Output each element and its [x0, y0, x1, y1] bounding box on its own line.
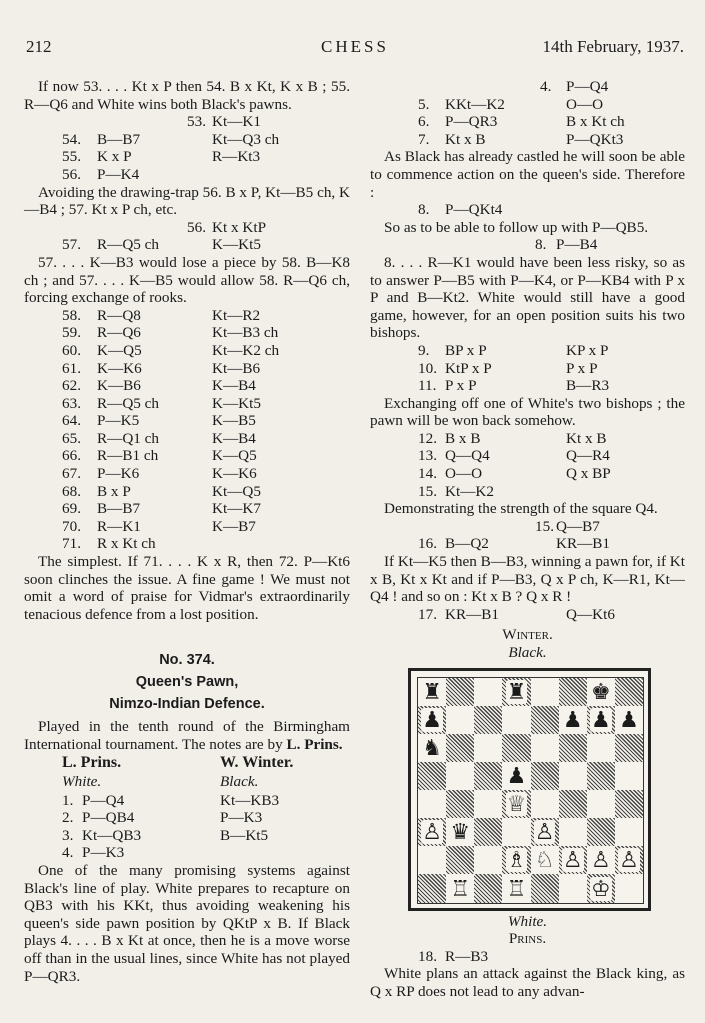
move-row [370, 201, 685, 219]
white-move: Kt—K2 [445, 482, 494, 500]
board-square [587, 790, 615, 818]
move-row [24, 307, 350, 325]
move-number: 59. [62, 324, 81, 342]
board-square [502, 734, 530, 762]
chess-piece-icon: ♙ [534, 819, 555, 845]
annotation: White plans an attack against the Black king, as Q x RP does not lead to any advan- [370, 965, 685, 1000]
white-move: R—B3 [445, 947, 489, 965]
black-move: K—B4 [212, 429, 256, 447]
board-square [446, 846, 474, 874]
board-square [502, 678, 530, 706]
black-move: O—O [566, 95, 604, 113]
move-number: 63. [62, 394, 81, 412]
board-square [615, 734, 643, 762]
board-square [615, 706, 643, 734]
annotation: Demonstrating the strength of the square Q4. [384, 500, 658, 518]
move-row [24, 447, 350, 465]
board-square [502, 818, 530, 846]
white-move: KKt—K2 [445, 95, 505, 113]
board-square [531, 762, 559, 790]
move-number: 62. [62, 377, 81, 395]
move-row [24, 535, 350, 553]
chess-piece-icon: ♟ [619, 706, 639, 732]
black-move: B—R3 [566, 377, 610, 395]
black-move: Kt—Q5 [212, 482, 261, 500]
chess-piece-icon: ♔ [590, 875, 611, 901]
board-square [502, 790, 530, 818]
white-move: KtP x P [445, 359, 492, 377]
annotation: One of the many promising systems against Black's line of play. White prepares to recapture on QB3 with his KKt, thus avoiding weakening his queen's side pawn position by QKtP x B. If Black plays 4. . . . B x Kt at once, then he is a move worse off than in the usual lines, since White has not played P—QR3. [24, 861, 350, 985]
white-move: P—QKt4 [445, 201, 503, 219]
move-row [370, 535, 685, 553]
game-number: No. 374. [159, 652, 215, 669]
game-intro: Played in the tenth round of the Birmingham International tournament. The notes are by L. Prins. [24, 718, 350, 753]
white-move-number: 13. [418, 447, 437, 465]
board-square [587, 706, 615, 734]
move-row [370, 447, 685, 465]
move-list [370, 236, 685, 254]
white-move-number: 8. [418, 201, 430, 219]
board-square [615, 762, 643, 790]
move-list [370, 342, 685, 395]
move-list [370, 201, 685, 219]
white-move-number: 18. [418, 947, 437, 965]
move-row [24, 131, 350, 149]
black-move: Kt x KtP [212, 218, 267, 236]
move-row [24, 219, 350, 237]
chess-piece-icon: ♘ [534, 847, 555, 873]
black-move: B—Kt5 [220, 826, 269, 844]
move-row [24, 166, 350, 184]
black-move: KP x P [566, 341, 609, 359]
move-number: 68. [62, 482, 81, 500]
black-move: Q—Kt6 [566, 605, 615, 623]
black-move: K—B7 [212, 517, 256, 535]
move-row [24, 827, 350, 845]
move-row [24, 518, 350, 536]
diagram-white-player: Prins. [508, 930, 547, 948]
move-row [24, 113, 350, 131]
move-number: 70. [62, 517, 81, 535]
white-move-number: 5. [418, 95, 430, 113]
white-move: Kt x B [445, 130, 486, 148]
board-square [559, 678, 587, 706]
chess-piece-icon: ♜ [422, 678, 442, 704]
black-move: K—K6 [212, 465, 257, 483]
white-move: P x P [445, 377, 477, 395]
white-move-number: 15. [418, 482, 437, 500]
move-list [370, 518, 685, 553]
left-column [24, 78, 350, 985]
board-square [615, 818, 643, 846]
board-square [502, 874, 530, 902]
black-move: KR—B1 [556, 535, 611, 553]
move-row [24, 236, 350, 254]
board-square [502, 762, 530, 790]
black-move: K—B4 [212, 377, 256, 395]
move-row [24, 342, 350, 360]
black-move: K—Q5 [212, 447, 257, 465]
annotation: Exchanging off one of White's two bishops ; the pawn will be won back somehow. [370, 394, 685, 430]
white-move-number: 6. [418, 113, 430, 131]
board-square [418, 818, 446, 846]
white-move: P—Q4 [82, 791, 125, 809]
black-move: P—QKt3 [566, 130, 624, 148]
black-move: P—K3 [220, 809, 263, 827]
white-move: R—B1 ch [97, 447, 159, 465]
board-square [446, 678, 474, 706]
black-move: R—Kt3 [212, 148, 261, 166]
move-row [24, 483, 350, 501]
white-move-number: 55. [62, 148, 81, 166]
board-square [502, 706, 530, 734]
move-list [24, 792, 350, 862]
board-square [531, 818, 559, 846]
move-row [370, 131, 685, 149]
move-number: 2. [62, 809, 74, 827]
move-number: 4. [62, 844, 74, 862]
chess-piece-icon: ♛ [450, 819, 471, 845]
move-number: 1. [62, 791, 74, 809]
chess-piece-icon: ♙ [422, 819, 442, 845]
right-column [370, 78, 685, 1001]
move-row [24, 377, 350, 395]
issue-date: 14th February, 1937. [542, 37, 684, 56]
board-square [559, 874, 587, 902]
white-move: B x P [97, 482, 131, 500]
page-number: 212 [26, 37, 52, 56]
white-move: R—Q8 [97, 306, 141, 324]
move-list [370, 430, 685, 500]
white-move: R—Q5 ch [97, 394, 160, 412]
black-move: Q x BP [566, 465, 611, 483]
board-square [418, 734, 446, 762]
move-list [24, 219, 350, 254]
annotation: The simplest. If 71. . . . K x R, then 72. P—Kt6 soon clinches the issue. A fine game ! We must not omit a word of praise for Vidmar's extraordinarily tenacious defence from a lost position. [24, 553, 350, 623]
move-number: 60. [62, 341, 81, 359]
board-square [531, 846, 559, 874]
move-row [370, 342, 685, 360]
board-square [446, 734, 474, 762]
board-square [474, 846, 502, 874]
white-move: R—K1 [97, 517, 141, 535]
opening-name: Queen's Pawn, [135, 674, 239, 691]
board-square [446, 706, 474, 734]
white-move: O—O [445, 465, 483, 483]
black-move-number: 4. [540, 78, 552, 95]
diagram-black-player: Winter. [502, 626, 553, 644]
white-move: P—QB4 [82, 809, 135, 827]
black-move: K—B5 [212, 412, 256, 430]
move-row [370, 360, 685, 378]
chess-piece-icon: ♕ [506, 791, 527, 817]
board-square [559, 846, 587, 874]
board-square [531, 874, 559, 902]
move-row [370, 236, 685, 254]
move-row [370, 606, 685, 624]
white-move: Kt—QB3 [82, 826, 142, 844]
white-move: P—K5 [97, 412, 140, 430]
black-move: Kt—B3 ch [212, 324, 279, 342]
white-move: P—K4 [97, 165, 140, 183]
black-move: P x P [566, 359, 598, 377]
move-row [24, 500, 350, 518]
black-move: Kt—R2 [212, 306, 261, 324]
white-move-number: 10. [418, 359, 437, 377]
white-move-number: 7. [418, 130, 430, 148]
board-square [474, 818, 502, 846]
move-number: 65. [62, 429, 81, 447]
magazine-title: CHESS [321, 37, 389, 56]
move-row [370, 430, 685, 448]
move-row [370, 518, 685, 536]
annotation: 8. . . . R—K1 would have been less risky, so as to answer P—B5 with P—K4, or P—KB4 with P x P and B—Kt2. White would still have a good game, however, for an open position suits his two bishops. [370, 253, 685, 342]
white-move: R x Kt ch [97, 535, 156, 553]
white-move: B—Q2 [445, 535, 489, 553]
board-square [615, 874, 643, 902]
board-square [559, 762, 587, 790]
board-square [531, 790, 559, 818]
board-square [474, 762, 502, 790]
move-number: 58. [62, 306, 81, 324]
board-square [474, 790, 502, 818]
move-list [24, 113, 350, 183]
white-move: B x B [445, 429, 481, 447]
annotation: If Kt—K5 then B—B3, winning a pawn for, if Kt x B, Kt x Kt and if P—B3, Q x P ch, K—R1, Kt—Q4 ! and so on : Kt x B ? Q x R ! [370, 553, 685, 606]
white-move-number: 16. [418, 535, 437, 553]
black-move-number: 8. [535, 236, 547, 254]
move-row [24, 792, 350, 810]
board-square [531, 678, 559, 706]
white-move: P—K6 [97, 465, 140, 483]
board-square [418, 678, 446, 706]
black-move-number: 56. [187, 218, 206, 236]
white-move: R—Q5 ch [97, 236, 160, 254]
white-move: Q—Q4 [445, 447, 490, 465]
chess-piece-icon: ♟ [590, 706, 611, 732]
black-player: W. Winter. [220, 753, 294, 771]
chess-piece-icon: ♖ [506, 875, 527, 901]
board-square [559, 706, 587, 734]
white-move-number: 14. [418, 465, 437, 483]
chess-piece-icon: ♟ [562, 706, 583, 732]
black-move: K—Kt5 [212, 394, 261, 412]
annotation: As Black has already castled he will soon be able to commence action on the queen's side. Therefore : [370, 148, 685, 201]
board-square [502, 846, 530, 874]
black-move: K—Kt5 [212, 236, 261, 254]
board-square [531, 706, 559, 734]
chess-piece-icon: ♟ [422, 706, 442, 732]
black-label: Black. [220, 772, 259, 790]
black-move-number: 53. [187, 113, 206, 131]
move-list [370, 948, 685, 966]
annotation: Avoiding the drawing-trap 56. B x P, Kt—B5 ch, K—B4 ; 57. Kt x P ch, etc. [24, 183, 350, 219]
black-move: Kt—Q3 ch [212, 130, 280, 148]
white-player: L. Prins. [62, 753, 122, 771]
white-move: K—Q5 [97, 341, 142, 359]
board-square [587, 734, 615, 762]
move-row [24, 430, 350, 448]
board-square [446, 818, 474, 846]
move-row [24, 148, 350, 166]
board-square [418, 846, 446, 874]
move-row [24, 844, 350, 862]
board-square [587, 874, 615, 902]
black-move: Q—B7 [556, 517, 600, 535]
board-square [474, 874, 502, 902]
chess-piece-icon: ♟ [506, 763, 527, 789]
white-move: B—B7 [97, 130, 141, 148]
white-move: K—B6 [97, 377, 141, 395]
annotation: If now 53. . . . Kt x P then 54. B x Kt, K x B ; 55. R—Q6 and White wins both Black's pawns. [24, 78, 350, 113]
chess-piece-icon: ♙ [619, 847, 639, 873]
move-number: 71. [62, 535, 81, 553]
move-number: 69. [62, 500, 81, 518]
chess-board [417, 677, 644, 904]
board-square [587, 762, 615, 790]
move-row [370, 78, 685, 96]
diagram-black-label: Black. [508, 644, 547, 661]
board-square [474, 678, 502, 706]
move-number: 61. [62, 359, 81, 377]
chess-piece-icon: ♗ [506, 847, 527, 873]
move-row [24, 395, 350, 413]
board-square [615, 846, 643, 874]
page-header [26, 37, 684, 59]
white-move-number: 9. [418, 341, 430, 359]
black-move: P—Q4 [566, 78, 609, 95]
board-square [615, 678, 643, 706]
black-move: Kt—K1 [212, 113, 261, 131]
board-square [615, 790, 643, 818]
annotator-name: L. Prins. [286, 736, 343, 753]
white-move-number: 54. [62, 130, 81, 148]
board-square [474, 734, 502, 762]
chess-piece-icon: ♙ [590, 847, 611, 873]
board-square [559, 734, 587, 762]
move-row [24, 465, 350, 483]
board-square [559, 818, 587, 846]
move-list [24, 307, 350, 553]
white-label: White. [62, 772, 102, 790]
black-move: B x Kt ch [566, 113, 625, 131]
move-list [370, 606, 685, 624]
board-square [587, 818, 615, 846]
chess-piece-icon: ♞ [422, 734, 442, 760]
chess-piece-icon: ♙ [562, 847, 583, 873]
white-move-number: 56. [62, 165, 81, 183]
white-move: R—Q1 ch [97, 429, 160, 447]
white-move: B—B7 [97, 500, 141, 518]
board-square [587, 846, 615, 874]
move-row [24, 360, 350, 378]
white-move: KR—B1 [445, 605, 500, 623]
white-move-number: 17. [418, 605, 437, 623]
diagram-white-label: White. [507, 912, 548, 930]
chess-piece-icon: ♜ [506, 678, 527, 704]
board-square [531, 734, 559, 762]
white-move: P—QR3 [445, 113, 498, 131]
board-square [418, 706, 446, 734]
white-move: P—K3 [82, 844, 125, 862]
annotation: So as to be able to follow up with P—QB5. [384, 218, 649, 236]
move-row [24, 412, 350, 430]
white-move-number: 11. [418, 377, 437, 395]
black-move: Kt—K2 ch [212, 341, 280, 359]
white-move: K x P [97, 148, 132, 166]
board-square [446, 874, 474, 902]
move-list [370, 78, 685, 148]
opening-variation: Nimzo-Indian Defence. [109, 696, 265, 713]
black-move: Kt x B [566, 429, 607, 447]
move-row [370, 96, 685, 114]
black-move: Kt—KB3 [220, 791, 280, 809]
white-move: BP x P [445, 341, 487, 359]
black-move-number: 15. [535, 517, 554, 535]
board-square [446, 790, 474, 818]
board-square [474, 706, 502, 734]
board-square [587, 678, 615, 706]
black-move: Q—R4 [566, 447, 610, 465]
board-square [418, 874, 446, 902]
chess-diagram [408, 668, 651, 911]
black-move: Kt—K7 [212, 500, 261, 518]
move-row [370, 113, 685, 131]
black-move: P—B4 [556, 236, 598, 254]
move-row [24, 809, 350, 827]
move-row [370, 483, 685, 501]
white-move: R—Q6 [97, 324, 141, 342]
board-square [418, 790, 446, 818]
black-move: Kt—B6 [212, 359, 261, 377]
move-number: 64. [62, 412, 81, 430]
move-row [370, 377, 685, 395]
white-move: K—K6 [97, 359, 142, 377]
move-number: 3. [62, 826, 74, 844]
move-row [370, 465, 685, 483]
annotation: 57. . . . K—B3 would lose a piece by 58. B—K8 ch ; and 57. . . . K—B5 would allow 58. R—Q6 ch, forcing exchange of rooks. [24, 253, 350, 307]
move-number: 66. [62, 447, 81, 465]
board-square [559, 790, 587, 818]
board-square [418, 762, 446, 790]
move-number: 67. [62, 465, 81, 483]
chess-piece-icon: ♖ [450, 875, 471, 901]
move-row [24, 324, 350, 342]
board-square [446, 762, 474, 790]
white-move-number: 12. [418, 429, 437, 447]
white-move-number: 57. [62, 236, 81, 254]
chess-piece-icon: ♚ [590, 678, 611, 704]
move-row [370, 948, 685, 966]
